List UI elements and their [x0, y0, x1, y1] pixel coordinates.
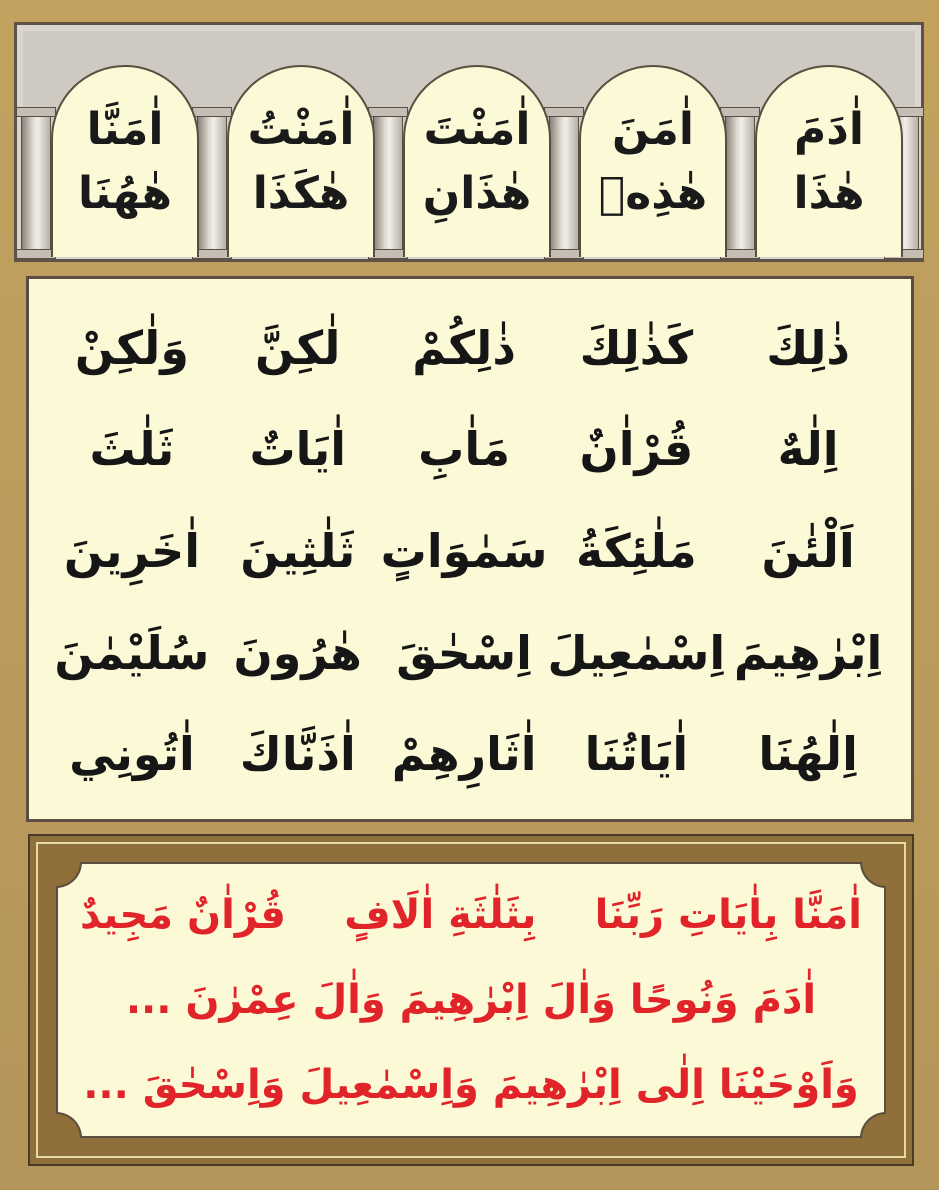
sentence-line-1: [72, 892, 870, 938]
word-cell: ثَلٰثَ: [89, 422, 175, 477]
arch-word-bottom: هٰذَا: [793, 168, 865, 219]
sentence-phrase: اٰمَنَّا بِاٰيَاتِ رَبِّنَا: [594, 891, 862, 938]
sentence-line-3: [72, 1062, 870, 1108]
pillar: [725, 115, 755, 259]
word-cell: ثَلٰثِينَ: [240, 523, 356, 578]
word-cell: اِسْحٰقَ: [396, 625, 532, 680]
sentence-phrase: قُرْاٰنٌ مَجِيدٌ: [80, 891, 286, 938]
arch-word-top: اٰمَنَ: [612, 104, 694, 155]
sentence-list: [72, 872, 870, 1128]
word-cell: هٰرُونَ: [233, 625, 362, 680]
sentence-line-2: [72, 977, 870, 1023]
arch-word-top: اٰمَنْتُ: [247, 104, 355, 155]
sentence-frame: [28, 834, 914, 1166]
word-cell: ذٰلِكَ: [766, 320, 850, 375]
word-cell: اِسْمٰعِيلَ: [547, 625, 726, 680]
word-cell: اٰيَاتٌ: [249, 422, 346, 477]
pillar: [21, 115, 51, 259]
word-cell: مَاٰبِ: [418, 422, 511, 477]
word-cell: اِلٰهُنَا: [758, 727, 858, 782]
word-cell: اِلٰهٌ: [777, 422, 839, 477]
arch-word-top: اٰمَنْتَ: [423, 104, 531, 155]
pillar: [197, 115, 227, 259]
word-cell: وَلٰكِنْ: [74, 320, 189, 375]
pillar: [549, 115, 579, 259]
pillar: [373, 115, 403, 259]
arch-5: [51, 65, 199, 257]
word-cell: اٰيَاتُنَا: [584, 727, 689, 782]
word-cell: اِبْرٰهِيمَ: [733, 625, 883, 680]
word-cell: اٰثَارِهِمْ: [391, 727, 537, 782]
arch-word-bottom: هٰكَذَا: [252, 168, 350, 219]
word-cell: قُرْاٰنٌ: [579, 422, 694, 477]
sentence-phrase: وَاَوْحَيْنَا اِلٰى اِبْرٰهِيمَ وَاِسْمٰعِيلَ وَاِسْحٰقَ ...: [83, 1062, 859, 1109]
arch-word-top: اٰمَنَّا: [86, 104, 164, 155]
sentence-panel: [56, 862, 886, 1138]
word-cell: مَلٰئِكَةُ: [576, 523, 697, 578]
word-cell: اٰخَرِينَ: [63, 523, 201, 578]
word-grid: [49, 297, 891, 805]
word-cell: لٰكِنَّ: [255, 320, 341, 375]
word-grid-panel: [26, 276, 914, 822]
word-cell: اٰتُونِي: [69, 727, 195, 782]
sentence-phrase: اٰدَمَ وَنُوحًا وَاٰلَ اِبْرٰهِيمَ وَاٰلَ عِمْرٰنَ ...: [125, 976, 817, 1023]
arch-word-bottom: هٰذَانِ: [422, 168, 532, 219]
word-cell: سَمٰوَاتٍ: [380, 523, 548, 578]
arch-4: [227, 65, 375, 257]
word-cell: سُلَيْمٰنَ: [54, 625, 210, 680]
arch-word-top: اٰدَمَ: [794, 104, 864, 155]
arch-1: [755, 65, 903, 257]
arcade-panel: [14, 22, 924, 262]
word-cell: ذٰلِكُمْ: [412, 320, 516, 375]
arch-3: [403, 65, 551, 257]
word-cell: كَذٰلِكَ: [579, 320, 694, 375]
arch-2: [579, 65, 727, 257]
sentence-phrase: بِثَلٰثَةِ اٰلَافٍ: [344, 891, 537, 938]
arch-word-bottom: هٰذِهٖ: [598, 168, 708, 219]
word-cell: اٰذَنَّاكَ: [239, 727, 356, 782]
arch-word-bottom: هٰهُنَا: [77, 168, 173, 219]
word-cell: اَلْئٰنَ: [761, 523, 855, 578]
